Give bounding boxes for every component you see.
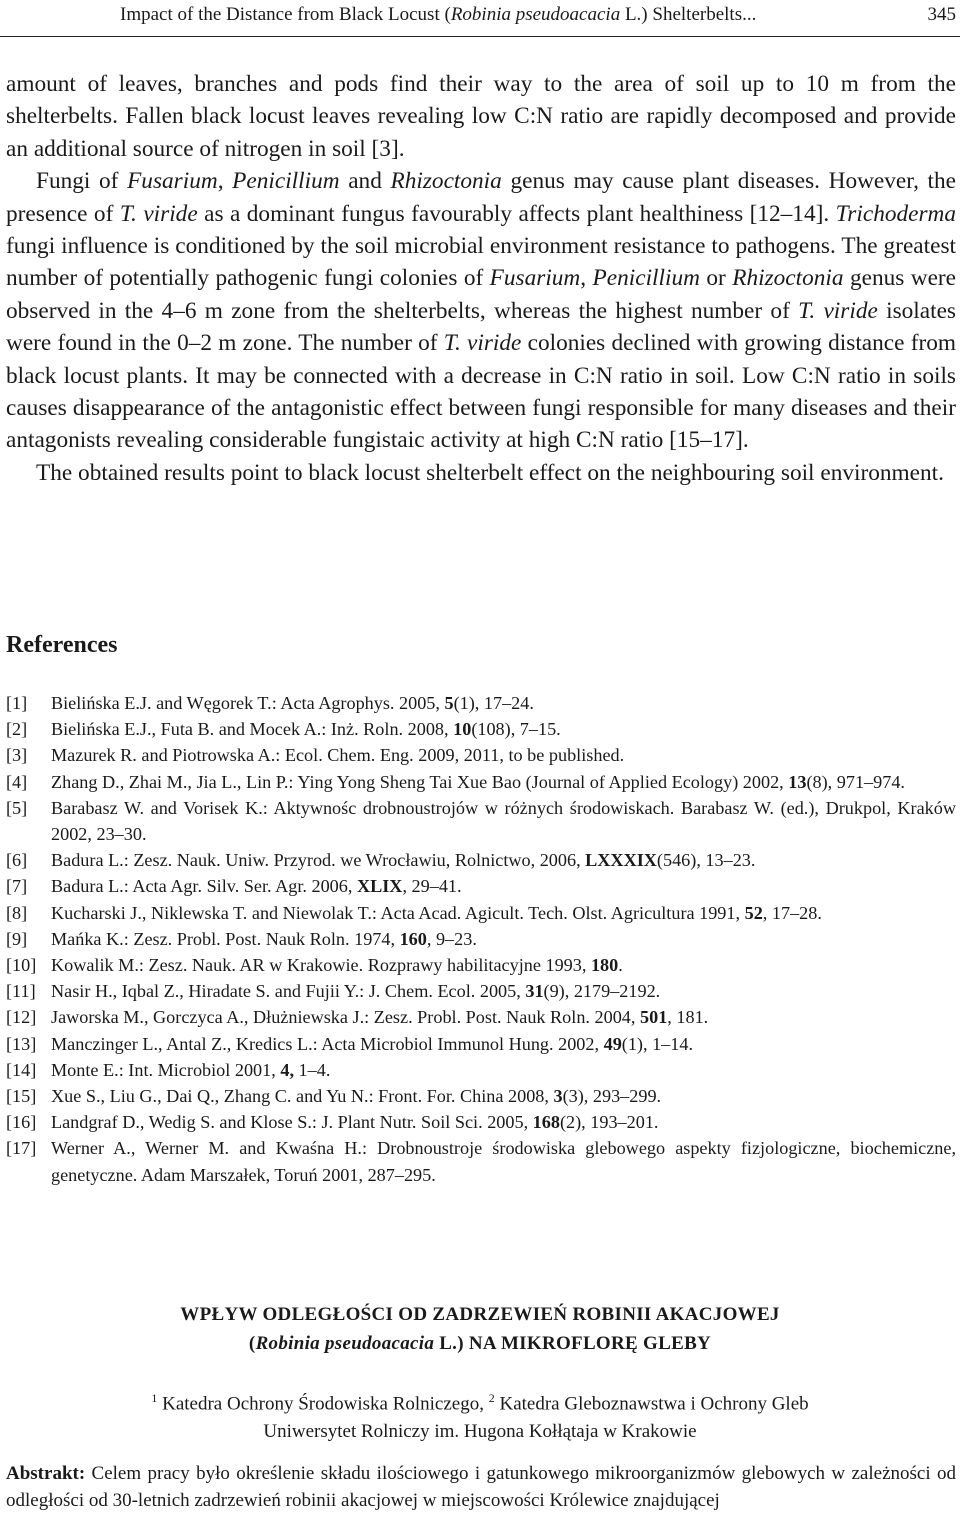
reference-text: Kucharski J., Niklewska T. and Niewolak T.: Acta Acad. Agicult. Tech. Olst. Agricultura 1991, 52, 17–28. [51,902,822,923]
reference-item [6,873,956,899]
reference-text: Bielińska E.J., Futa B. and Mocek A.: Inż. Roln. 2008, 10(108), 7–15. [51,719,561,740]
reference-number: [6] [6,850,28,871]
references-heading: References [6,632,118,658]
abstract-text: Celem pracy było określenie składu ilościowego i gatunkowego mikroorganizmów glebowych w zależności od odległości od 30-letnich zadrzewień robinii akacjowej w miejscowości Królewice znajdującej [6,1463,956,1511]
reference-number: [15] [6,1086,37,1107]
abstract [6,1460,956,1514]
paragraph-conclusion: The obtained results point to black locust shelterbelt effect on the neighbouring soil environment. [36,459,944,486]
reference-number: [10] [6,955,37,976]
reference-text: Landgraf D., Wedig S. and Klose S.: J. Plant Nutr. Soil Sci. 2005, 168(2), 193–201. [51,1112,659,1133]
reference-number: [1] [6,693,28,713]
reference-number: [7] [6,876,28,897]
reference-item [6,978,956,1004]
body-text [6,68,956,489]
running-title: Impact of the Distance from Black Locust (Robinia pseudoacacia L.) Shelterbelts... [120,4,757,25]
reference-item [6,795,956,847]
affiliation: $^1$ Katedra Ochrony Środowiska Rolniczego, $^2$ Katedra Gleboznawstwa i Ochrony Gleb Uniwersytet Rolniczy im. Hugona Kołłątaja w Krakowie [151,1391,809,1443]
page-number: 345 [927,4,956,25]
reference-text: Mazurek R. and Piotrowska A.: Ecol. Chem. Eng. 2009, 2011, to be published. [51,745,625,766]
reference-item [6,1031,956,1057]
reference-item [6,1135,956,1187]
reference-item [6,1083,956,1109]
reference-item [6,926,956,952]
reference-text: Badura L.: Acta Agr. Silv. Ser. Agr. 2006, XLIX, 29–41. [51,876,462,897]
reference-text: Jaworska M., Gorczyca A., Dłużniewska J.: Zesz. Probl. Post. Nauk Roln. 2004, 501, 181. [51,1007,709,1028]
reference-item [6,716,956,742]
reference-number: [16] [6,1112,37,1133]
reference-number: [3] [6,745,28,766]
reference-number: [5] [6,797,28,818]
reference-text: Zhang D., Zhai M., Jia L., Lin P.: Ying Yong Sheng Tai Xue Bao (Journal of Applied Ecology) 2002, 13(8), 971–974. [51,771,905,792]
reference-text: Werner A., Werner M. and Kwaśna H.: Drobnoustroje środowiska glebowego aspekty fizjologiczne, biochemiczne, genetyczne. Adam Marszałek, Toruń 2001, 287–295. [51,1138,956,1185]
reference-text: Monte E.: Int. Microbiol 2001, 4, 1–4. [51,1059,331,1080]
reference-text: Barabasz W. and Vorisek K.: Aktywnośc drobnoustrojów w różnych środowiskach. Barabasz W. (ed.), Drukpol, Kraków 2002, 23–30. [51,797,956,845]
reference-item [6,742,956,768]
reference-number: [14] [6,1059,37,1080]
reference-item [6,900,956,926]
reference-number: [17] [6,1138,37,1159]
abstract-label: Abstrakt: [6,1463,86,1484]
reference-text: Badura L.: Zesz. Nauk. Uniw. Przyrod. we Wrocławiu, Rolnictwo, 2006, LXXXIX(546), 13–23. [51,850,756,871]
paragraph-discussion: amount of leaves, branches and pods find their way to the area of soil up to 10 m from the shelterbelts. Fallen black locust leaves revealing low C:N ratio are rapidly decomposed and provide an additional source of nitrogen in soil [3]. Fungi of Fusarium, Penicillium and Rhizoctonia genus may cause plant diseases. However, the presence of T. viride as a dominant fungus favourably affects plant healthiness [12–14]. Trichoderma fungi influence is conditioned by the soil microbial environment resistance to pathogens. The greatest number of potentially pathogenic fungi colonies of Fusarium, Penicillium or Rhizoctonia genus were observed in the 4–6 m zone from the shelterbelts, whereas the highest number of T. viride isolates were found in the 0–2 m zone. The number of T. viride colonies declined with growing distance from black locust plants. It may be connected with a decrease in C:N ratio in soil. Low C:N ratio in soils causes disappearance of the antagonistic effect between fungi responsible for many diseases and their antagonists revealing considerable fungistaic activity at high C:N ratio [15–17]. [6,71,957,454]
reference-number: [8] [6,902,28,923]
references-list [6,690,956,1188]
reference-item [6,952,956,978]
reference-item [6,1109,956,1135]
reference-item [6,690,956,716]
reference-number: [13] [6,1033,37,1054]
reference-text: Bielińska E.J. and Węgorek T.: Acta Agrophys. 2005, 5(1), 17–24. [51,693,534,713]
reference-text: Xue S., Liu G., Dai Q., Zhang C. and Yu N.: Front. For. China 2008, 3(3), 293–299. [51,1086,662,1107]
reference-text: Nasir H., Iqbal Z., Hiradate S. and Fujii Y.: J. Chem. Ecol. 2005, 31(9), 2179–2192. [51,981,661,1002]
reference-number: [12] [6,1007,37,1028]
reference-number: [9] [6,928,28,949]
reference-item [6,1004,956,1030]
polish-title: WPŁYW ODLEGŁOŚCI OD ZADRZEWIEŃ ROBINII AKACJOWEJ (Robinia pseudoacacia L.) NA MIKROFLORĘ GLEBY [180,1304,780,1354]
reference-number: [4] [6,771,28,792]
running-header [0,0,960,37]
reference-item [6,847,956,873]
reference-text: Mańka K.: Zesz. Probl. Post. Nauk Roln. 1974, 160, 9–23. [51,928,477,949]
reference-text: Manczinger L., Antal Z., Kredics L.: Acta Microbiol Immunol Hung. 2002, 49(1), 1–14. [51,1033,694,1054]
reference-number: [11] [6,981,36,1002]
reference-text: Kowalik M.: Zesz. Nauk. AR w Krakowie. Rozprawy habilitacyjne 1993, 180. [51,955,623,976]
reference-item [6,769,956,795]
reference-item [6,1057,956,1083]
reference-number: [2] [6,719,28,740]
